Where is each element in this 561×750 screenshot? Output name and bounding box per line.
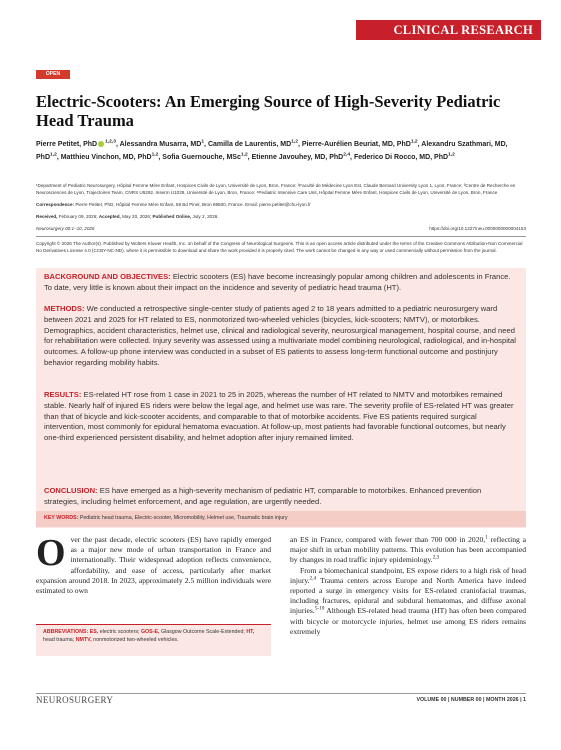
author-name: Etienne Javouhey, MD, PhD (251, 154, 344, 161)
section-banner: CLINICAL RESEARCH (356, 20, 541, 40)
background-text: Electric scooters (ES) have become increasingly popular among children and adolescents in France. To date, very little is known about their impact on the incidence and severity of pediatric head trauma (HT). (44, 272, 511, 292)
abbreviation-term: GOS-E, (140, 629, 160, 635)
background-heading: BACKGROUND AND OBJECTIVES: (44, 272, 171, 281)
abbreviations-box (36, 624, 271, 656)
accepted-label: Accepted, (98, 214, 121, 219)
author-list: Pierre Petitet, PhD $^{1,2,3}$, Alessandra Musarra, $MD^1$, Camilla de Laurentis, MD$^{1,2}$, Pierre-Aurélien Beuriat, MD, PhD$^{1,2}$, Alexandru Szathmari, MD, PhD$^{1,2}$, Matthieu Vinchon, MD, PhD$^{1,2}$, Sofia Guernouche, MSc$^{1,2}$, Etienne Javouhey, MD, PhD$^{2,4}$, Federico Di Rocco, MD, PhD$^{1,2}$ (36, 139, 508, 161)
citation-ref[interactable]: 5-10 (314, 605, 325, 612)
citation-line (36, 226, 526, 231)
abstract-methods (44, 304, 518, 369)
correspondence (36, 202, 526, 207)
author-affiliation-ref: 2,4 (343, 152, 351, 158)
author-name: Pierre Petitet, PhD (36, 141, 98, 148)
abbreviation-definition: Glasgow Outcome Scale-Extended; (159, 629, 247, 635)
orcid-icon[interactable] (98, 141, 104, 147)
drop-cap: O (36, 532, 66, 574)
p1-text-a: an ES in France, compared with fewer than 700 000 in 2020, (290, 535, 486, 544)
accepted-date: May 20, 2026; (120, 214, 153, 219)
results-text: ES-related HT rose from 1 case in 2021 to 25 in 2025, whereas the number of HT related to NMTV and motorbikes remained stable. Nearly half of injured ES riders were below the legal age, and helmet use was rare. The severity profile of ES-related HT was greater than that of bicycle and kick-scooter accidents, and comparable to that of motorbike accidents. Five ES patients required surgical intervention, most commonly for epidural hematoma evacuation. At follow-up, most patients had favorable functional outcomes, but nearly one-third experienced persistent disability, and helmet adoption after injury remained limited. (44, 390, 514, 443)
author-affiliation-ref: 1,2 (50, 152, 57, 158)
author-affiliation-ref: 1 (201, 139, 205, 145)
abbreviation-term: HT, (246, 629, 255, 635)
author-name: Federico Di Rocco, MD, PhD (353, 154, 449, 161)
published-label: Published Online, (152, 214, 192, 219)
author-affiliation-ref: 1,2 (448, 152, 455, 158)
abbreviation-definition: nonmotorized two-wheeled vehicles. (91, 636, 179, 643)
affiliations: ¹Department of Pediatric Neurosurgery, Hôpital Femme Mère Enfant, Hospices Civils de Lyon, Université de Lyon, Bron, France; ²Faculté de Médecine Lyon Est, Claude Bernard University Lyon 1, Lyon, France; ³Centre de Recherche en Neurosciences de Lyon, Trajectoires Team, CNRS U5292, Inserm U1028, Université de Lyon, Bron, France; ⁴Pediatric Intensive Care Unit, Hôpital Femme Mère Enfant, Hospices Civils de Lyon, Université de Lyon, Bron, France (36, 183, 516, 195)
p1-text-b: reflecting a major shift in urban mobility patterns. This evolution has been accompanied by changes in road traffic injury epidemiology. (290, 535, 526, 565)
author-affiliation-ref: 1,2 (410, 139, 418, 145)
author-name: Matthieu Vinchon, MD, PhD (60, 154, 152, 161)
correspondence-label: Correspondence: (36, 202, 75, 207)
author-name: Alexandru Szathmari, MD, PhD (36, 141, 508, 161)
received-date: February 09, 2026; (57, 214, 99, 219)
abstract-box (36, 268, 526, 528)
author-name: Camilla de Laurentis, MD (207, 141, 292, 148)
doi-link[interactable]: https://doi.org/10.1227/neu.0000000000004153 (429, 226, 526, 231)
intro-text: ver the past decade, electric scooters (ES) have rapidly emerged as a major new mode of urban transportation in France and internationally. Their widespread adoption reflects convenience, affordability, and ease of access, particularly after market expansion around 2018. In 2023, approximately 2.5 million individuals were estimated to own (36, 535, 271, 596)
author-name: Sofia Guernouche, MSc (162, 154, 241, 161)
open-access-badge: OPEN (36, 70, 70, 79)
p2-text-b: Trauma centers across Europe and North America have indeed reported a surge in emergency visits for ES-related craniofacial traumas, including fractures, epidural and subdural hematomas, and diffuse axonal injuries. (290, 575, 526, 616)
abstract-results (44, 390, 518, 444)
citation-ref[interactable]: 1 (485, 534, 488, 541)
author-affiliation-ref: 1,2 (151, 152, 159, 158)
author-name: Alessandra Musarra, MD (119, 141, 202, 148)
abbreviation-term: NMTV, (75, 636, 92, 643)
author-affiliation-ref: 1,2,3 (105, 139, 116, 145)
keywords (44, 515, 288, 521)
abstract-conclusion (44, 486, 518, 508)
methods-text: We conducted a retrospective single-center study of patients aged 2 to 18 years admitted to a pediatric neurosurgery ward between 2021 and 2025 for HT related to ES, nonmotorized two-wheeled vehicles (bicycles, kick-scooters; NMTV), or motorbikes. Demographics, accident characteristics, helmet use, clinical and radiological severity, neurosurgical management, hospital course, and need for rehabilitation were collected. Injury severity was assessed using a multivariate model combining neurological, radiological, and in-hospital outcomes. A follow-up phone interview was conducted in a subset of ES patients to assess long-term functional outcome and postinjury behavior regarding mobility habits. (44, 304, 516, 367)
body-paragraph-1 (290, 535, 526, 566)
methods-heading: METHODS: (44, 304, 85, 313)
body-paragraph-2 (290, 566, 526, 637)
received-label: Received, (36, 214, 58, 219)
keywords-text: Pediatric head trauma, Electric-scooter, Micromobility, Helmet use, Traumatic brain injury (78, 515, 288, 521)
journal-logo: NEUROSURGERY (36, 695, 114, 705)
keywords-bar (36, 511, 526, 527)
author-affiliation-ref: 1,2 (291, 139, 298, 145)
p2-text-c: Although ES-related head trauma (HT) has often been compared with bicycle or motorcycle injuries, helmet use among ES riders remains extremely (290, 606, 526, 636)
abstract-background (44, 272, 518, 294)
copyright-notice: Copyright © 2026 The Author(s). Published by Wolters Kluwer Health, Inc. on behalf of the Congress of Neurological Surgeons. This is an open access article distributed under the terms of the Creative Commons Attribution-Non Commercial No Derivatives License 4.0 (CCBY-NC-ND), where it is permissible to download and share the work provided it is properly cited. The work cannot be changed in any way or used commercially without permission from the journal. (36, 241, 523, 253)
results-heading: RESULTS: (44, 390, 82, 399)
correspondence-text: Pierre Petitet, PhD, Hôpital Femme Mère Enfant, 59 Bd Pinel, Bron 69500, France. Email: pierre.petitet@chu-lyon.fr (74, 202, 311, 207)
article-title: Electric-Scooters: An Emerging Source of High-Severity Pediatric Head Trauma (36, 92, 501, 130)
keywords-label: KEY WORDS: (44, 515, 79, 521)
citation-ref[interactable]: 2,4 (309, 575, 317, 582)
footer-divider (36, 693, 526, 694)
citation-ref[interactable]: 2,3 (432, 554, 440, 561)
abbreviations-label: ABBREVIATIONS: (43, 629, 90, 635)
author-affiliation-ref: 1,2 (240, 152, 248, 158)
abbreviation-term: ES, (89, 629, 99, 635)
body-column-left (36, 532, 271, 596)
abbreviations (43, 629, 265, 644)
abbreviation-definition: electric scooters; (98, 629, 141, 635)
divider (36, 236, 526, 237)
published-date: July 2, 2026. (191, 214, 219, 219)
p2-text-a: From a biomechanical standpoint, ES expose riders to a high risk of head injury. (290, 565, 526, 585)
citation: Neurosurgery 00:1–10, 2026 (36, 226, 95, 231)
conclusion-text: ES have emerged as a high-severity mechanism of pediatric HT, comparable to motorbikes. Enhanced prevention strategies, including helmet enforcement, and age regulation, are urgently needed. (44, 486, 482, 506)
body-column-right (290, 535, 526, 637)
article-dates (36, 214, 526, 219)
abbreviation-definition: head trauma; (43, 636, 76, 643)
author-name: Pierre-Aurélien Beuriat, MD, PhD (301, 141, 411, 148)
issue-info: VOLUME 00 | NUMBER 00 | MONTH 2026 | 1 (416, 697, 526, 703)
conclusion-heading: CONCLUSION: (44, 486, 98, 495)
